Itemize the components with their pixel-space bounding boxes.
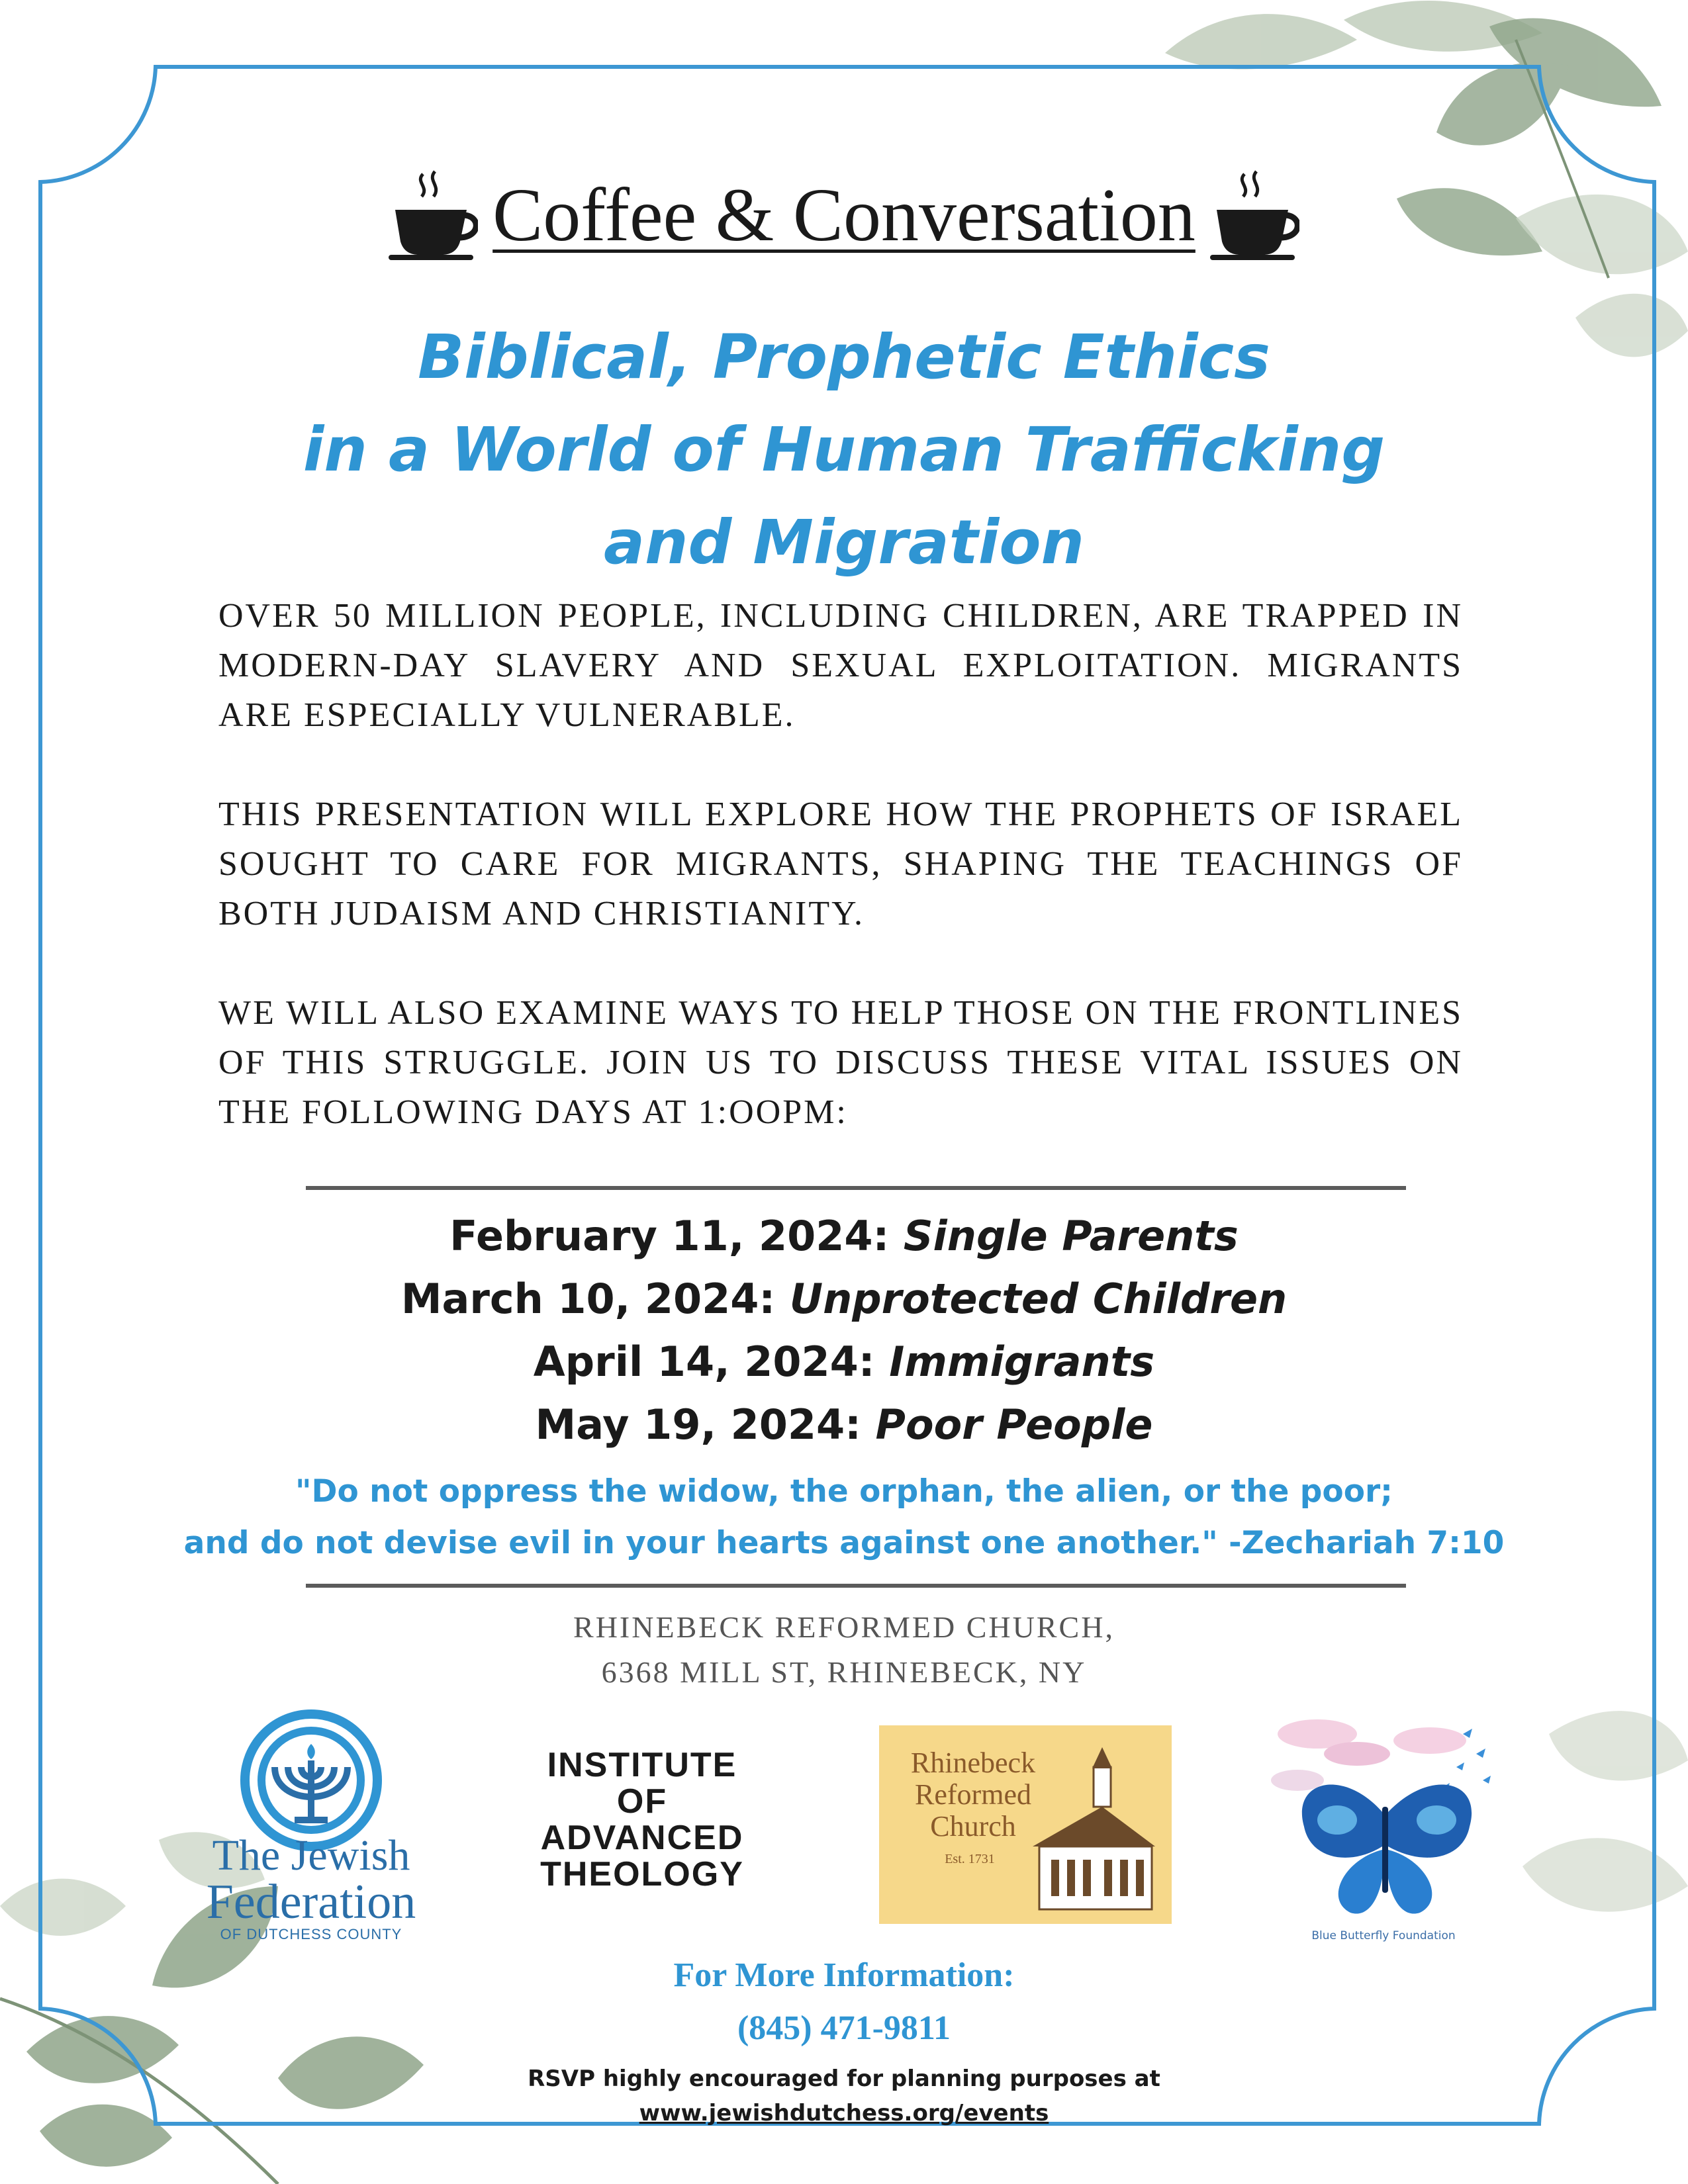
description-paragraph: THIS PRESENTATION WILL EXPLORE HOW THE PROPHETS OF ISRAEL SOUGHT TO CARE FOR MIGRANTS, SHAPING THE TEACHINGS OF BOTH JUDAISM AND CHRISTIANITY. <box>218 796 1463 933</box>
schedule-topic: Unprotected Children <box>789 1275 1288 1323</box>
schedule-topic: Immigrants <box>889 1338 1155 1386</box>
quote-line: and do not devise evil in your hearts against one another." -Zechariah 7:10 <box>183 1525 1505 1561</box>
description-paragraph: WE WILL ALSO EXAMINE WAYS TO HELP THOSE ON THE FRONTLINES OF THIS STRUGGLE. JOIN US TO DISCUSS THESE VITAL ISSUES ON THE FOLLOWING DAYS AT 1:OOPM: <box>218 994 1463 1131</box>
butterfly-foundation-name: Blue Butterfly Foundation <box>1311 1929 1456 1942</box>
schedule-item <box>199 1267 1489 1330</box>
church-icon <box>1019 1747 1158 1913</box>
contact-info <box>331 1949 1357 2055</box>
logo-text: Federation <box>206 1875 416 1929</box>
scripture-quote <box>132 1466 1556 1569</box>
schedule-date: February 11, 2024: <box>449 1212 890 1260</box>
venue-address <box>331 1605 1357 1695</box>
rsvp-note <box>265 2062 1423 2130</box>
event-schedule <box>199 1205 1489 1456</box>
logo-text: ADVANCED <box>540 1819 744 1857</box>
page-header <box>0 169 1688 261</box>
page-title: Coffee & Conversation <box>492 173 1196 257</box>
schedule-date: May 19, 2024: <box>535 1400 861 1449</box>
logo-text: Rhinebeck <box>910 1747 1036 1779</box>
coffee-cup-icon <box>1210 169 1299 261</box>
subtitle-line: in a World of Human Trafficking <box>303 414 1385 485</box>
event-subtitle <box>199 311 1489 589</box>
divider <box>306 1186 1406 1190</box>
schedule-item <box>199 1393 1489 1456</box>
divider <box>306 1584 1406 1588</box>
schedule-topic: Single Parents <box>903 1212 1239 1260</box>
schedule-item <box>199 1330 1489 1393</box>
logo-text: Reformed <box>915 1778 1031 1811</box>
logo-text: OF <box>616 1782 668 1821</box>
schedule-item <box>199 1205 1489 1267</box>
coffee-cup-icon <box>389 169 478 261</box>
church-established: Est. 1731 <box>945 1852 995 1866</box>
logo-text: THEOLOGY <box>540 1855 744 1893</box>
description-paragraph: OVER 50 MILLION PEOPLE, INCLUDING CHILDREN, ARE TRAPPED IN MODERN-DAY SLAVERY AND SEXUAL EXPLOITATION. MIGRANTS ARE ESPECIALLY VULNERABLE. <box>218 597 1463 734</box>
schedule-date: April 14, 2024: <box>533 1338 875 1386</box>
contact-phone[interactable]: (845) 471-9811 <box>737 2009 951 2047</box>
butterfly-icon <box>1264 1701 1509 1952</box>
schedule-date: March 10, 2024: <box>400 1275 776 1323</box>
rsvp-text: RSVP highly encouraged for planning purposes at <box>528 2066 1160 2092</box>
subtitle-line: and Migration <box>603 507 1085 578</box>
subtitle-line: Biblical, Prophetic Ethics <box>418 322 1270 392</box>
quote-line: "Do not oppress the widow, the orphan, the alien, or the poor; <box>295 1473 1393 1510</box>
venue-street: 6368 MILL ST, RHINEBECK, NY <box>601 1655 1087 1689</box>
venue-name: RHINEBECK REFORMED CHURCH, <box>573 1610 1115 1644</box>
contact-label: For More Information: <box>673 1956 1015 1994</box>
rsvp-link[interactable]: www.jewishdutchess.org/events <box>639 2100 1049 2126</box>
jewish-federation-logo <box>172 1833 450 1943</box>
logo-text: OF DUTCHESS COUNTY <box>220 1926 402 1942</box>
logo-text: INSTITUTE <box>547 1746 737 1784</box>
logo-text: Church <box>930 1810 1016 1843</box>
schedule-topic: Poor People <box>875 1400 1153 1449</box>
logo-text: The Jewish <box>212 1831 410 1880</box>
institute-logo <box>503 1747 781 1893</box>
